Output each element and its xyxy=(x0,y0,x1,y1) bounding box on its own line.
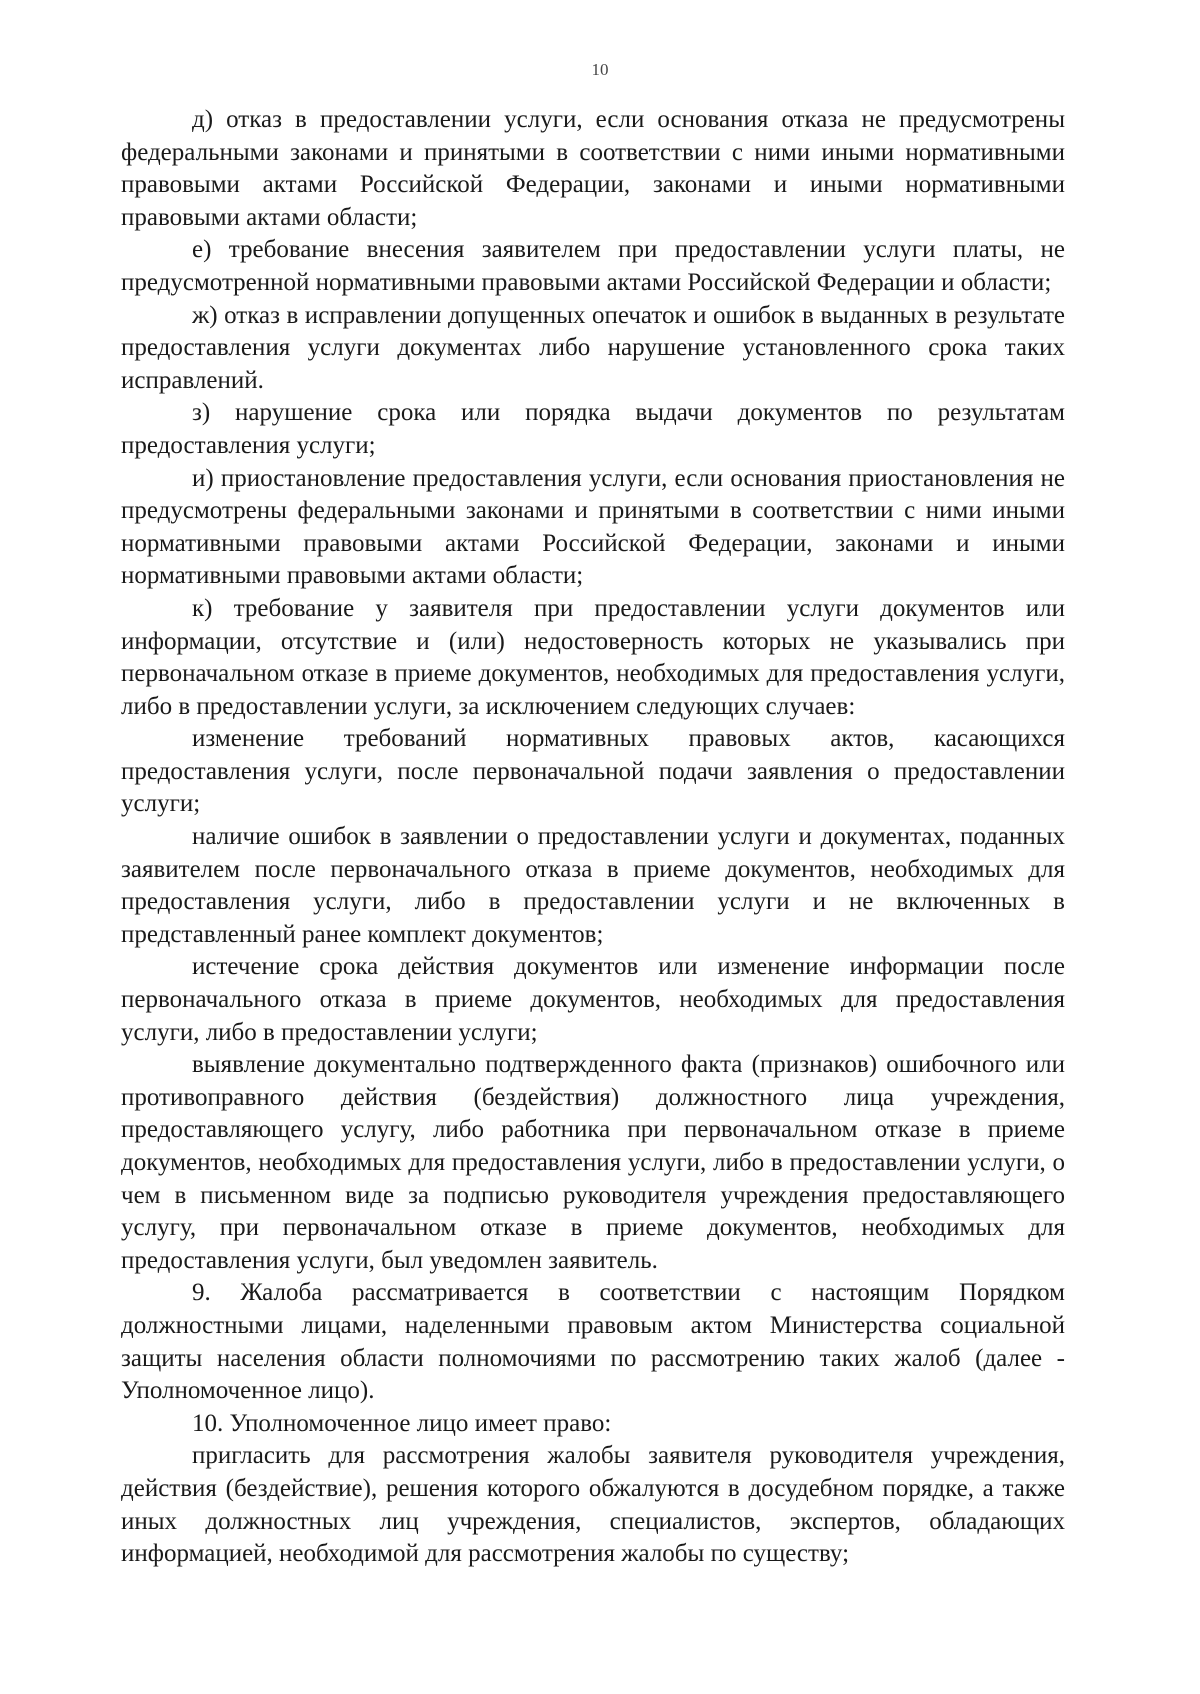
paragraph-e: е) требование внесения заявителем при предоставлении услуги платы, не предусмотренной нормативными правовыми актами Российской Федерации и области; xyxy=(121,236,1065,296)
right-invite-officials: пригласить для рассмотрения жалобы заявителя руководителя учреждения, действия (бездействие), решения которого обжалуются в досудебном порядке, а также иных должностных лиц учреждения, специалистов, экспертов, обладающих информацией, необходимой для рассмотрения жалобы по существу; xyxy=(121,1442,1065,1568)
exception-requirements-change: изменение требований нормативных правовых актов, касающихся предоставления услуги, после первоначальной подачи заявления о предоставлении услуги; xyxy=(121,725,1065,818)
paragraph-z: з) нарушение срока или порядка выдачи документов по результатам предоставления услуги; xyxy=(121,399,1065,459)
section-10-rights-heading: 10. Уполномоченное лицо имеет право: xyxy=(192,1409,612,1437)
section-9-complaint-review: 9. Жалоба рассматривается в соответствии с настоящим Порядком должностными лицами, наделенными правовым актом Министерства социальной защиты населения области полномочиями по рассмотрению таких жалоб (далее - Уполномоченное лицо). xyxy=(121,1279,1065,1405)
paragraph-d: д) отказ в предоставлении услуги, если основания отказа не предусмотрены федеральными законами и принятыми в соответствии с ними иными нормативными правовыми актами Российской Федерации, законами и иными нормативными правовыми актами области; xyxy=(121,106,1065,231)
paragraph-k: к) требование у заявителя при предоставлении услуги документов или информации, отсутствие и (или) недостоверность которых не указывались при первоначальном отказе в приеме документов, необходимых для предоставления услуги, либо в предоставлении услуги, за исключением следующих случаев: xyxy=(121,594,1065,720)
exception-errors-in-application: наличие ошибок в заявлении о предоставлении услуги и документах, поданных заявителем после первоначального отказа в приеме документов, необходимых для предоставления услуги, либо в предоставлении услуги и не включенных в представленный ранее комплект документов; xyxy=(121,823,1065,948)
exception-official-error: выявление документально подтвержденного факта (признаков) ошибочного или противоправного действия (бездействия) должностного лица учреждения, предоставляющего услугу, либо работника при первоначальном отказе в приеме документов, необходимых для предоставления услуги, либо в предоставлении услуги, о чем в письменном виде за подписью руководителя учреждения предоставляющего услугу, при первоначальном отказе в приеме документов, необходимых для предоставления услуги, был уведомлен заявитель. xyxy=(121,1051,1065,1274)
exception-document-expiry: истечение срока действия документов или изменение информации после первоначального отказа в приеме документов, необходимых для предоставления услуги, либо в предоставлении услуги; xyxy=(121,953,1065,1046)
page-number: 10 xyxy=(591,60,609,79)
document-body xyxy=(121,104,1065,1571)
paragraph-i: и) приостановление предоставления услуги, если основания приостановления не предусмотрены федеральными законами и принятыми в соответствии с ними иными нормативными правовыми актами Российской Федерации, законами и иными нормативными правовыми актами области; xyxy=(121,464,1065,590)
paragraph-zh: ж) отказ в исправлении допущенных опечаток и ошибок в выданных в результате предоставления услуги документах либо нарушение установленного срока таких исправлений. xyxy=(121,301,1065,394)
